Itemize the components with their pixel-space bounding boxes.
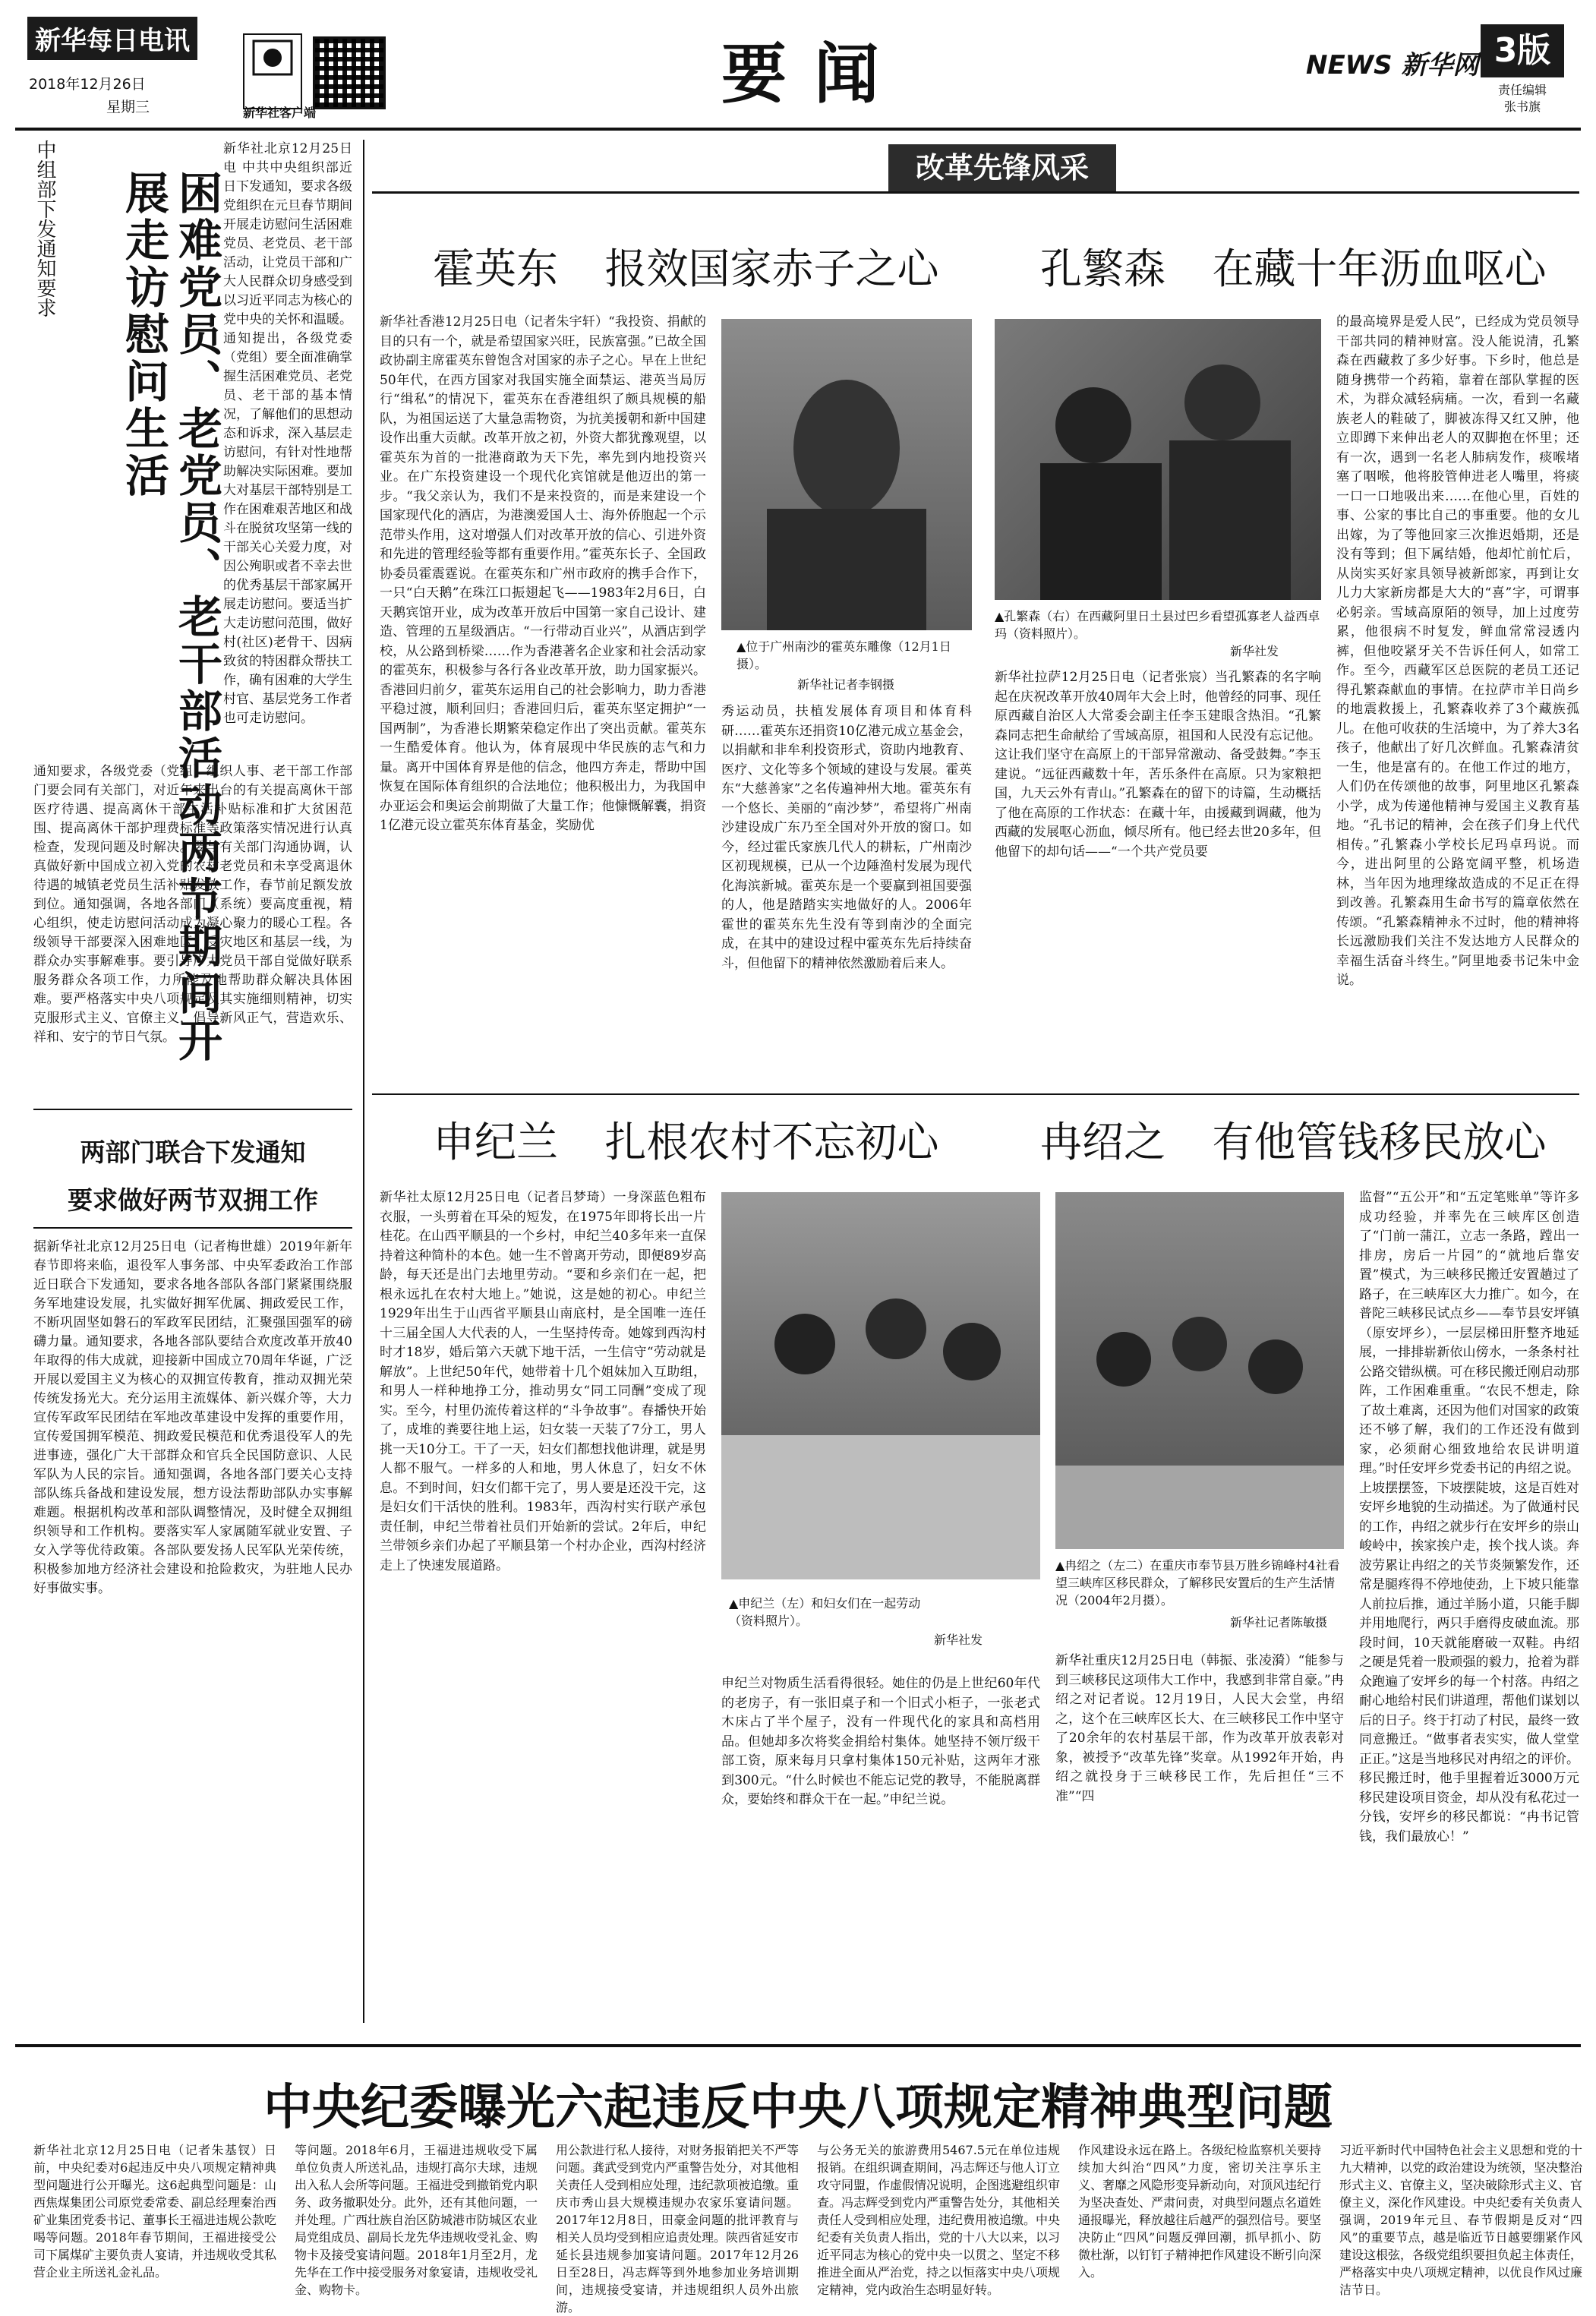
ran-shaozhi-photo xyxy=(1055,1192,1344,1549)
shen-jilan-photo xyxy=(721,1192,1040,1579)
profile-body-2: 的最高境界是爱人民”，已经成为党员领导干部共同的精神财富。没人能说清，孔繁森在西藏救了多少好事。下乡时，他总是随身携带一个药箱，靠着在部队掌握的医术，为群众减轻病痛。一次，看到一名藏族老人的鞋破了，脚被冻得又红又肿，他立即蹲下来伸出老人的双脚抱在怀里；还有一次，遇到一名老人肺病发作，痰喉堵塞了咽喉，他将胶管伸进老人嘴里，将痰一口一口地吸出来……在他心里，百姓的事、公家的事比自己的事重要。他的女儿出嫁，为了等他回家三次推迟婚期，还是没有等到；但下属结婚，他却忙前忙后，从岗实买好家具领导被新郎家，再到让女儿力大家新房都是大大的“喜”字，可谓事必躬亲。雪域高原陌的领导，加上过度劳累，他很病不时复发，鲜血常常浸透内裤，但他咬紧牙关不告诉任何人，如常工作。至今，西藏军区总医院的老员工还记得孔繁森献血的事情。在拉萨市羊日尚乡的地震救援上，孔繁森收养了3个藏族孤儿。在他可收获的生活境中，为了养大3名孩子，他献出了好几次鲜血。孔繁森清贫一生，他是富有的。在他工作过的地方，人们仍在传颂他的故事，阿里地区孔繁森小学，成为传递他精神与爱国主义教育基地。“孔书记的精神，会在孩子们身上代代相传。”孔繁森小学校长尼玛卓玛说。而今，进出阿里的公路宽阔平整，机场造林，当年因为地理缘故造成的不足正在得到改善。孔繁森用生命书写的篇章依然在传颂。“孔繁森精神永不过时，他的精神将长远激励我们关注不发达地方人民群众的幸福生活奋斗终生。”阿里地委书记朱中金说。 xyxy=(1336,314,1579,988)
photo-caption: ▲位于广州南沙的霍英东雕像（12月1日摄）。 xyxy=(736,639,951,671)
bottom-column: 用公款进行私人接待，对财务报销把关不严等问题。龚武受到党内严重警告处分，对其他相关责任人受到相应处理，违纪款项被追缴。重庆市秀山县大规模违规办农家乐宴请问题。2017年12月8日，田豪金问题的批评教育与相关人员均受到相应追责处理。陕西省延安市延长县违规参加宴请问题。2017年12月26日至28日，冯志辉等到外地参加业务培训期间，违规接受宴请，并违规组织人员外出旅游。 xyxy=(556,2143,800,2314)
profile-name: 孔繁森 xyxy=(1040,245,1166,293)
client-label: 新华社客户端 xyxy=(243,106,317,120)
photo-caption: ▲冉绍之（左二）在重庆市奉节县万胜乡锦峰村4社看望三峡库区移民群众，了解移民安置后的生产生活情况（2004年2月摄）。 xyxy=(1055,1558,1340,1608)
bottom-column: 新华社北京12月25日电（记者朱基钗）日前，中央纪委对6起违反中央八项规定精神典型问题进行公开曝光。这6起典型问题是：山西焦煤集团公司原党委常委、副总经理秦治西矿业集团党委书记、董事长王福进违规公款吃喝等问题。2018年春节期间，王福进接受公司下属煤矿主要负责人宴请，并违规收受其私营企业主所送礼金礼品。 xyxy=(33,2143,277,2280)
publication-date: 2018年12月26日 xyxy=(29,76,146,93)
feature-tag: 改革先锋风采 xyxy=(888,144,1116,191)
xinhua-emblem-icon xyxy=(246,35,299,80)
section-title: 要闻 xyxy=(721,36,907,112)
profile-body-1: 新华社拉萨12月25日电（记者张宸）当孔繁森的名字响起在庆祝改革开放40周年大会上时，他曾经的同事、现任原西藏自治区人大常委会副主任李玉建眼含热泪。“孔繁森同志把生命献给了雪域高原，祖国和人民没有忘记他。这让我们坚守在高原上的干部异常激动、备受鼓舞。”李玉建说。“远征西藏数十年，苦乐条件在高原。只为家粮把国，九天云外有青山。”孔繁森在的留下的诗篇，生动概括了他在高原的工作状态：在藏十年，由援藏到调藏，他为西藏的发展呕心沥血，倾尽所有。他已经去世20多年，但他留下的却句话——“一个共产党员要 xyxy=(995,670,1321,860)
farm-image-icon xyxy=(721,1192,1040,1579)
bottom-column: 等问题。2018年6月，王福进违规收受下属单位负责人所送礼品，违规打高尔夫球，违规出入私人会所等问题。王福进受到撤销党内职务、政务撤职处分。此外，还有其他问题，一并处理。广西壮族自治区防城港市防城区农业局党组成员、副局长龙先华违规收受礼金、购物卡及接受宴请问题。2018年1月至2月，龙先华在工作中接受服务对象宴请，违规收受礼金、购物卡。 xyxy=(295,2143,538,2297)
statue-image-icon xyxy=(721,319,972,630)
bottom-divider xyxy=(15,2044,1581,2047)
profile-shen-jilan xyxy=(433,1109,1010,1169)
editor-credit xyxy=(1481,82,1564,115)
photo-credit: 新华社记者陈敏摄 xyxy=(1230,1615,1328,1630)
section-divider xyxy=(372,1093,1579,1095)
profile-heading xyxy=(1040,235,1547,295)
publication-weekday: 星期三 xyxy=(106,99,150,115)
xinhua-logo-icon xyxy=(243,33,302,109)
column-divider xyxy=(363,140,364,2023)
profile-tagline: 在藏十年沥血呕心 xyxy=(1212,245,1547,293)
brand-name: 新华每日电讯 xyxy=(27,17,197,60)
bottom-column: 习近平新时代中国特色社会主义思想和党的十九大精神，以党的政治建设为统领，坚决整治形式主义、官僚主义，坚决破除形式主义、官僚主义，深化作风建设。中央纪委有关负责人强调，2019年元旦、春节假期是反对“四风”的重要节点，越是临近节日越要绷紧作风建设这根弦，各级党组织要担负起主体责任，严格落实中央八项规定精神，以优良作风过廉洁节日。 xyxy=(1339,2143,1583,2297)
profile-body-1: 新华社重庆12月25日电（韩振、张凌漪）“能参与到三峡移民这项伟大工作中，我感到非常自豪。”冉绍之对记者说。12月19日，人民大会堂，冉绍之，这个在三峡库区长大、在三峡移民工作中坚守了20余年的农村基层干部，作为改革开放表彰对象，被授予“改革先锋”奖章。从1992年开始，冉绍之就投身于三峡移民工作，先后担任“三不准”“四 xyxy=(1055,1653,1344,1804)
lead-story xyxy=(33,140,352,1081)
profile-body-2: 秀运动员，扶植发展体育项目和体育科研……霍英东还捐资10亿港元成立基金会，以捐献和非牟利投资形式，资助内地教育、医疗、文化等多个领域的建设与发展。霍英东“大慈善家”之名传遍神州大地。霍英东有一个悠长、美丽的“南沙梦”，希望将广州南沙建设成广东乃至全国对外开放的窗口。如今，经过霍氏家族几代人的耕耘，广州南沙区初现规模，已从一个边陲渔村发展为现代化海滨新城。霍英东是一个要赢到祖国要强的人，他是踏踏实实地做好的人。2006年霍世的霍英东先生没有等到南沙的全面完成，在其中的建设过程中霍英东先后持续奋斗，但他留下的精神依然激励着后来人。 xyxy=(721,704,972,971)
photo-credit: 新华社记者李钢摄 xyxy=(797,677,895,692)
profile-tagline: 报效国家赤子之心 xyxy=(604,245,939,293)
profile-body-2: 申纪兰对物质生活看得很轻。她住的仍是上世纪60年代的老房子，有一张旧桌子和一个旧式小柜子，一张老式木床占了半个屋子，没有一件现代化的家具和高档用品。但她却多次将奖金捐给村集体。她坚持不领厅级干部工资，原来每月只拿村集体150元补贴，这两年才涨到300元。“什么时候也不能忘记党的教导，不能脱离群众，要始终和群众干在一起。”申纪兰说。 xyxy=(721,1676,1040,1807)
profile-ran-shaozhi xyxy=(1040,1109,1572,1169)
profile-heading xyxy=(433,1109,939,1169)
bottom-column: 作风建设永远在路上。各级纪检监察机关要持续加大纠治“四风”力度，密切关注享乐主义、奢靡之风隐形变异新动向，对顶风违纪行为坚决查处、严肃问责，对典型问题点名道姓通报曝光，释放越往后越严的强烈信号。要坚决防止“四风”问题反弹回潮，抓早抓小、防微杜渐，以钉钉子精神把作风建设不断引向深入。 xyxy=(1078,2143,1322,2280)
news-logo: NEWS 新华网 xyxy=(1306,50,1479,80)
profile-heading xyxy=(1040,1109,1547,1169)
lead-body-bottom: 通知要求，各级党委（党组）组织人事、老干部工作部门要会同有关部门，对近年来出台的有关提高离休干部医疗待遇、提高离休干部生活补贴标准和扩大贫困范围、提高离休干部护理费标准等政策落实情况进行认真检查，发现问题及时解决。要与有关部门沟通协调，认真做好新中国成立初入党的农村老党员和未享受离退休待遇的城镇老党员生活补贴发放工作，春节前足额发放到位。通知强调，各地各部门（系统）要高度重视，精心组织，使走访慰问活动成为凝心聚力的暖心工程。各级领导干部要深入困难地区、受灾地区和基层一线，为群众办实事解难事。要引导广大党员干部自觉做好联系服务群众各项工作，力所能及地帮助群众解决具体困难。要严格落实中央八项规定及其实施细则精神，切实克服形式主义、官僚主义，倡导新风正气，营造欢乐、祥和、安宁的节日气氛。 xyxy=(33,764,352,1045)
portrait-image-icon xyxy=(995,319,1321,600)
profile-body-1: 新华社太原12月25日电（记者吕梦琦）一身深蓝色粗布衣服，一头剪着在耳朵的短发，在1975年即将长出一片桂花。在山西平顺县的一个乡村，申纪兰40多年来一直保持着这种简朴的本色。她一生不曾离开劳动，即便89岁高龄，每天还是出门去地里劳动。“要和乡亲们在一起，把根永远扎在农村大地上。”她说，这是她的初心。申纪兰1929年出生于山西省平顺县山南底村，是全国唯一连任十三届全国人大代表的人，一生坚持传奇。她嫁到西沟村时才18岁，婚后第六天就下地干活，一生信守“劳动就是解放”。上世纪50年代，她带着十几个姐妹加入互助组，和男人一样种地挣工分，推动男女“同工同酬”变成了现实。至今，村里仍流传着这样的“斗争故事”。春播快开始了，成堆的粪要往地上运，妇女装一天装了7分工，男人挑一天10分工。干了一天，妇女们都想找他讲理，就是男人都不服气。一样多的人和地，男人休息了，妇女不休息。不到时间，妇女们都干完了，男人要是还没干完，这是妇女们干活快的胜利。1983年，西沟村实行联产承包责任制，申纪兰带着社员们开始新的尝试。2年后，申纪兰带领乡亲们办起了平顺县第一个村办企业，西沟村经济走上了快速发展道路。 xyxy=(380,1190,706,1573)
profile-tagline: 扎根农村不忘初心 xyxy=(604,1118,939,1166)
bottom-headline: 中央纪委曝光六起违反中央八项规定精神典型问题 xyxy=(263,2080,1333,2136)
bottom-column: 与公务无关的旅游费用5467.5元在单位违规报销。在组织调查期间，冯志辉还与他人订立攻守同盟，作虚假情况说明，企图逃避组织审查。冯志辉受到党内严重警告处分，其他相关责任人受到相应处理，违纪费用被追缴。中央纪委有关负责人指出，党的十八大以来，以习近平同志为核心的党中央一以贯之、坚定不移推进全面从严治党，持之以恒落实中央八项规定精神，党内政治生态明显好转。 xyxy=(817,2143,1061,2297)
profile-heading xyxy=(433,235,939,295)
masthead xyxy=(15,6,1581,131)
story-body: 据新华社北京12月25日电（记者梅世雄）2019年新年春节即将来临，退役军人事务部、中央军委政治工作部近日联合下发通知，要求各地各部队各部门紧紧围绕服务军地建设发展，扎实做好拥军优属、拥政爱民工作，不断巩固坚如磐石的军政军民团结，汇聚强国强军的磅礴力量。通知要求，各地各部队要结合欢度改革开放40年取得的伟大成就，迎接新中国成立70周年华诞，广泛开展以爱国主义为核心的双拥宣传教育，推动双拥光荣传统发扬光大。充分运用主流媒体、新兴媒介等，大力宣传军政军民团结在军地改革建设中发挥的重要作用，宣传爱国拥军模范、拥政爱民模范和优秀退役军人的先进事迹，强化广大干部群众和官兵全民国防意识、人民军队为人民的宗旨。通知强调，各地各部门要关心支持部队练兵备战和建设发展，想方设法帮助部队办实事解难题。根据机构改革和部队调整情况，及时健全双拥组织领导和工作机构。要落实军人家属随军就业安置、子女入学等优待政策。各部队要发扬人民军队光荣传统，积极参加地方经济社会建设和抢险救灾，为驻地人民办好事做实事。 xyxy=(33,1239,352,1596)
lead-subheadline: 中组部下发通知要求 xyxy=(33,140,56,317)
qr-code-icon[interactable] xyxy=(313,36,386,109)
profile-tagline: 有他管钱移民放心 xyxy=(1212,1118,1547,1166)
lead-headline: 困难党员、老党员、老干部活动两节期间开展走访慰问生活 xyxy=(118,170,222,1065)
profile-kong-fansen xyxy=(1040,235,1572,296)
photo-caption: ▲孔繁森（右）在西藏阿里日土县过巴乡看望孤寡老人益西卓玛（资料照片）。 xyxy=(995,609,1320,641)
photo-credit: 新华社发 xyxy=(1230,644,1279,658)
profile-name: 冉绍之 xyxy=(1040,1118,1166,1166)
profile-body-1: 新华社香港12月25日电（记者朱宇轩）“我投资、捐献的目的只有一个，就是希望国家兴旺，民族富强。”已故全国政协副主席霍英东曾饱含对国家的赤子之心。早在上世纪50年代，在西方国家对我国实施全面禁运、港英当局厉行“缉私”的情况下，霍英东在香港组织了颇具规模的船队，为祖国运送了大量急需物资，为抗美援朝和新中国建设作出重大贡献。改革开放之初，外资大都犹豫观望，以霍英东为首的一批港商敢为天下先，率先到内地投资兴业。在广东投资建设一个现代化宾馆就是他迈出的第一步。“我父亲认为，我们不是来投资的，而是来建设一个国家现代化的酒店，为港澳爱国人士、海外侨胞起一个示范带头作用，这对增强人们对改革开放的信心、引进外资和先进的管理经验等都有重要作用。”霍英东长子、全国政协委员霍震霆说。在霍英东和广州市政府的携手合作下，一只“白天鹅”在珠江口振翅起飞——1983年2月6日，白天鹅宾馆开业，成为改革开放后中国第一家自己设计、建造、管理的五星级酒店。“一行带动百业兴”，从酒店到学校，从公路到桥梁……作为香港著名企业家和社会活动家的霍英东，积极参与各行各业改革开放，助力国家振兴。香港回归前夕，霍英东运用自己的社会影响力，助力香港平稳过渡，顺利回归；香港回归后，霍英东坚定拥护“一国两制”，为香港长期繁荣稳定作出了突出贡献。霍英东一生酷爱体育。他认为，体育展现中华民族的志气和力量。离开中国体育界是他的信念，他四方奔走，帮助中国恢复在国际体育组织的合法地位；他积极出力，为我国申办亚运会和奥运会前期做了大量工作；他慷慨解囊，捐资1亿港元设立霍英东体育基金，奖励优 xyxy=(380,314,706,833)
page-number: 3版 xyxy=(1481,24,1564,77)
photo-caption: ▲申纪兰（左）和妇女们在一起劳动（资料照片）。 xyxy=(729,1596,921,1628)
kong-fansen-photo xyxy=(995,319,1321,600)
village-image-icon xyxy=(1055,1192,1344,1549)
editor-name: 张书旗 xyxy=(1503,99,1541,114)
bust-statue-photo xyxy=(721,319,972,630)
feature-divider xyxy=(372,191,1579,194)
photo-credit: 新华社发 xyxy=(934,1633,983,1647)
story-headline-line1: 两部门联合下发通知 xyxy=(80,1137,306,1167)
profile-name: 申纪兰 xyxy=(433,1118,559,1166)
double-support-story xyxy=(33,1109,352,2037)
lead-body-top: 新华社北京12月25日电 中共中央组织部近日下发通知，要求各级党组织在元旦春节期间开展走访慰问生活困难党员、老党员、老干部活动，让党员干部和广大人民群众切身感受到以习近平同志为核心的党中央的关怀和温暖。通知提出，各级党委（党组）要全面准确掌握生活困难党员、老党员、老干部的基本情况，了解他们的思想动态和诉求，深入基层走访慰问，有针对性地帮助解决实际困难。要加大对基层干部特别是工作在困难艰苦地区和战斗在脱贫攻坚第一线的干部关心关爱力度，对因公殉职或者不幸去世的优秀基层干部家属开展走访慰问。要适当扩大走访慰问范围，做好村(社区)老骨干、因病致贫的特困群众帮扶工作，确有困难的大学生村官、基层党务工作者也可走访慰问。 xyxy=(223,141,352,726)
profile-body-2: 监督”“五公开”和“五定笔账单”等许多成功经验，并率先在三峡库区创造了“门前一蒲江，立志一条路，蹚出一排房，房后一片园”的“就地后靠安置”模式，为三峡移民搬迁安置趟过了路子，在三峡库区大力推广。如今，在普陀三峡移民试点乡——奉节县安坪镇（原安坪乡），一层层梯田肝整齐地延展，一排排崭新依山傍水，一条条村社公路交错纵横。可在移民搬迁刚启动那阵，工作困难重重。“农民不想走，除了故土难离，还因为他们对国家的政策还不够了解，我们的工作还没有做到家，必须耐心细致地给农民讲明道理。”时任安坪乡党委书记的冉绍之说。上坡摆摆签，下坡摆陡坡，这是百姓对安坪乡地貌的生动描述。为了做通村民的工作，冉绍之就步行在安坪乡的崇山峻岭中，挨家挨户走，挨个找人谈。奔波劳累让冉绍之的关节炎频繁发作，还常是腿疼得不停地使劲，上下坡只能靠人前拉后推，通过羊肠小道，只能手脚并用地爬行，两只手磨得皮破血流。那段时间，10天就能磨破一双鞋。冉绍之硬是凭着一股顽强的毅力，抢着为群众跑遍了安坪乡的每一个村落。冉绍之耐心地给村民们讲道理，帮他们谋划以后的日子。终于打动了村民，最终一致同意搬迁。“做事者表实实，做人堂堂正正。”这是当地移民对冉绍之的评价。移民搬迁时，他手里握着近3000万元移民建设项目资金，却从没有私花过一分钱，安坪乡的移民都说：“冉书记管钱，我们最放心！” xyxy=(1359,1190,1579,1844)
editor-label: 责任编辑 xyxy=(1497,83,1547,97)
bottom-story-body xyxy=(33,2141,1583,2314)
profile-name: 霍英东 xyxy=(433,245,559,293)
story-headline-line2: 要求做好两节双拥工作 xyxy=(33,1181,352,1229)
